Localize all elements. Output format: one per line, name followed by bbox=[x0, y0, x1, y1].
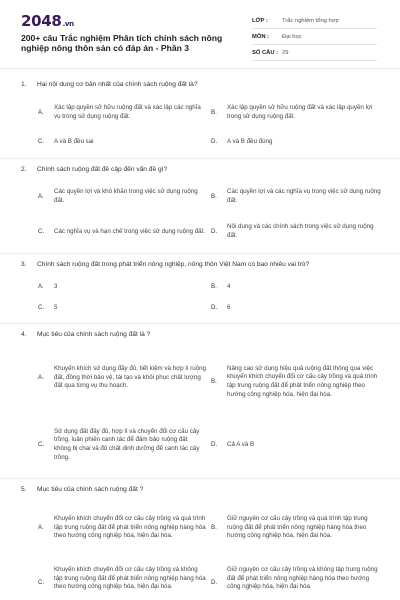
option-a[interactable] bbox=[38, 356, 206, 400]
option-b[interactable] bbox=[211, 187, 381, 207]
option-text: 6 bbox=[227, 303, 231, 311]
option-text: Giữ nguyên cơ cấu cây trồng và không tập trung ruộng đất để phát triển nông nghiệp hàng hóa theo hướng công nghiệp hóa, hiện đại hóa. bbox=[227, 566, 378, 591]
option-text: Cả A và B bbox=[227, 440, 255, 448]
option-text: Giữ nguyên cơ cấu cây trồng và quá trình tập trung ruộng đất để phát triển nông nghiệp hàng hóa theo hướng công nghiệp hóa, hiện đại hóa. bbox=[227, 515, 368, 540]
option-letter: D. bbox=[211, 303, 218, 311]
option-d[interactable] bbox=[211, 303, 381, 313]
option-c[interactable] bbox=[38, 423, 206, 467]
option-text: Khuyến khích sử dụng đầy đủ, tiết kiệm và hợp lí ruộng đất, đồng thời bảo vệ, tái tạo và khôi phục chất lượng đất qua từng vụ thu hoạch. bbox=[54, 365, 206, 390]
option-letter: B. bbox=[211, 282, 217, 290]
question-text: Mục tiêu của chính sách ruộng đất là ? bbox=[37, 331, 151, 338]
option-text: Các quyền lợi và khó khăn trong việc sử dụng ruộng đất. bbox=[54, 188, 198, 204]
option-a[interactable] bbox=[38, 506, 206, 550]
option-b[interactable] bbox=[211, 282, 381, 292]
option-letter: D. bbox=[211, 227, 218, 235]
option-letter: C. bbox=[38, 137, 45, 145]
logo-main: 2048 bbox=[21, 12, 62, 30]
info-value: Trắc nghiệm tổng hợp bbox=[282, 17, 339, 24]
question-number: 5. bbox=[21, 486, 27, 493]
option-a[interactable] bbox=[38, 103, 206, 123]
question-text: Chính sách ruộng đất trong phát triển nông nghiệp, nông thôn Việt Nam có bao nhiêu vai trò? bbox=[37, 261, 310, 268]
question-divider bbox=[0, 158, 400, 159]
question-5 bbox=[21, 486, 392, 493]
option-letter: A. bbox=[38, 373, 44, 381]
question-4 bbox=[21, 331, 392, 338]
option-text: 4 bbox=[227, 282, 231, 290]
option-b[interactable] bbox=[211, 506, 381, 550]
option-text: Xác lập quyền sở hữu ruộng đất và xác lập các nghĩa vụ trong sử dụng ruộng đất. bbox=[54, 104, 201, 120]
option-c[interactable] bbox=[38, 222, 206, 242]
info-value: Đại học bbox=[282, 33, 302, 40]
option-text: Các nghĩa vụ và hạn chế trong việc sử dụng ruộng đất. bbox=[54, 227, 206, 235]
option-letter: D. bbox=[211, 137, 218, 145]
option-letter: A. bbox=[38, 192, 44, 200]
option-text: Nâng cao sử dụng hiệu quả ruộng đất thông qua việc khuyến khích chuyển đổi cơ cấu cây trồng và quá trình tập trung ruộng đất để phát triển nông nghiệp theo hướng công nghiệp hóa, hiện đại hóa. bbox=[227, 364, 378, 398]
option-b[interactable] bbox=[211, 354, 381, 410]
question-text: Chính sách ruộng đất đề cập đến vấn đề gì? bbox=[37, 166, 168, 173]
option-letter: A. bbox=[38, 523, 44, 531]
info-label: LỚP : bbox=[252, 17, 268, 24]
question-number: 1. bbox=[21, 81, 27, 88]
option-text: Sử dụng đất đầy đủ, hợp lí và chuyển đổi cơ cấu cây trồng, luân phiên canh tác để đảm bảo ruộng đất không bị chai và đủ chất dinh dưỡng để canh tác cây trồng. bbox=[54, 427, 200, 461]
question-number: 3. bbox=[21, 261, 27, 268]
logo-suffix: .vn bbox=[62, 20, 74, 28]
option-a[interactable] bbox=[38, 187, 206, 207]
question-number: 2. bbox=[21, 166, 27, 173]
info-label: MÔN : bbox=[252, 33, 270, 40]
option-letter: C. bbox=[38, 440, 45, 448]
question-text: Hai nội dung cơ bản nhất của chính sách ruộng đất là? bbox=[37, 81, 198, 88]
option-c[interactable] bbox=[38, 566, 206, 600]
option-c[interactable] bbox=[38, 136, 206, 148]
option-letter: B. bbox=[211, 377, 217, 385]
option-text: Nội dung và các chính sách trong việc sử dụng ruộng đất. bbox=[227, 223, 374, 239]
option-text: Khuyến khích chuyển đổi cơ cấu cây trồng và không tập trung ruộng đất để phát triển nông nghiệp hàng hóa theo hướng công nghiệp hóa, hiện đại hóa. bbox=[54, 566, 206, 591]
question-divider bbox=[0, 478, 400, 479]
question-divider bbox=[0, 253, 400, 254]
option-text: 5 bbox=[54, 303, 58, 311]
option-letter: B. bbox=[211, 523, 217, 531]
option-d[interactable] bbox=[211, 222, 381, 242]
option-letter: C. bbox=[38, 227, 45, 235]
question-number: 4. bbox=[21, 331, 27, 338]
option-b[interactable] bbox=[211, 103, 381, 123]
option-text: A và B đều sai bbox=[54, 137, 94, 145]
option-d[interactable] bbox=[211, 440, 381, 450]
option-text: Khuyến khích chuyển đổi cơ cấu cây trồng và quá trình tập trung ruộng đất để phát triển nông nghiệp hàng hóa theo hướng công nghiệp hóa, hiện đại hóa. bbox=[54, 515, 206, 540]
question-text: Mục tiêu của chính sách ruộng đất ? bbox=[37, 486, 144, 493]
option-d[interactable] bbox=[211, 566, 381, 600]
option-letter: C. bbox=[38, 303, 45, 311]
document-title: 200+ câu Trắc nghiệm Phân tích chính sách nông nghiệp nông thôn sản có đáp án - Phần 3 bbox=[21, 33, 223, 53]
option-text: Xác lập quyền sở hữu ruộng đất và xác lập quyền lợi trong sử dụng ruộng đất. bbox=[227, 104, 373, 120]
option-letter: B. bbox=[211, 192, 217, 200]
option-letter: A. bbox=[38, 108, 44, 116]
option-text: 3 bbox=[54, 282, 58, 290]
option-letter: A. bbox=[38, 282, 44, 290]
question-divider bbox=[0, 323, 400, 324]
option-letter: B. bbox=[211, 108, 217, 116]
question-1 bbox=[21, 81, 392, 88]
option-letter: C. bbox=[38, 579, 45, 586]
option-letter: D. bbox=[211, 440, 218, 448]
option-letter: D. bbox=[211, 579, 218, 586]
option-d[interactable] bbox=[211, 136, 381, 148]
question-2 bbox=[21, 166, 392, 173]
info-value: 29 bbox=[282, 49, 289, 56]
question-3 bbox=[21, 261, 392, 268]
option-text: Các quyền lợi và các nghĩa vụ trong việc sử dụng ruộng đất. bbox=[227, 188, 381, 204]
option-text: A và B đều đúng bbox=[227, 137, 273, 145]
info-label: SỐ CÂU : bbox=[252, 49, 279, 56]
option-a[interactable] bbox=[38, 282, 206, 292]
option-c[interactable] bbox=[38, 303, 206, 313]
